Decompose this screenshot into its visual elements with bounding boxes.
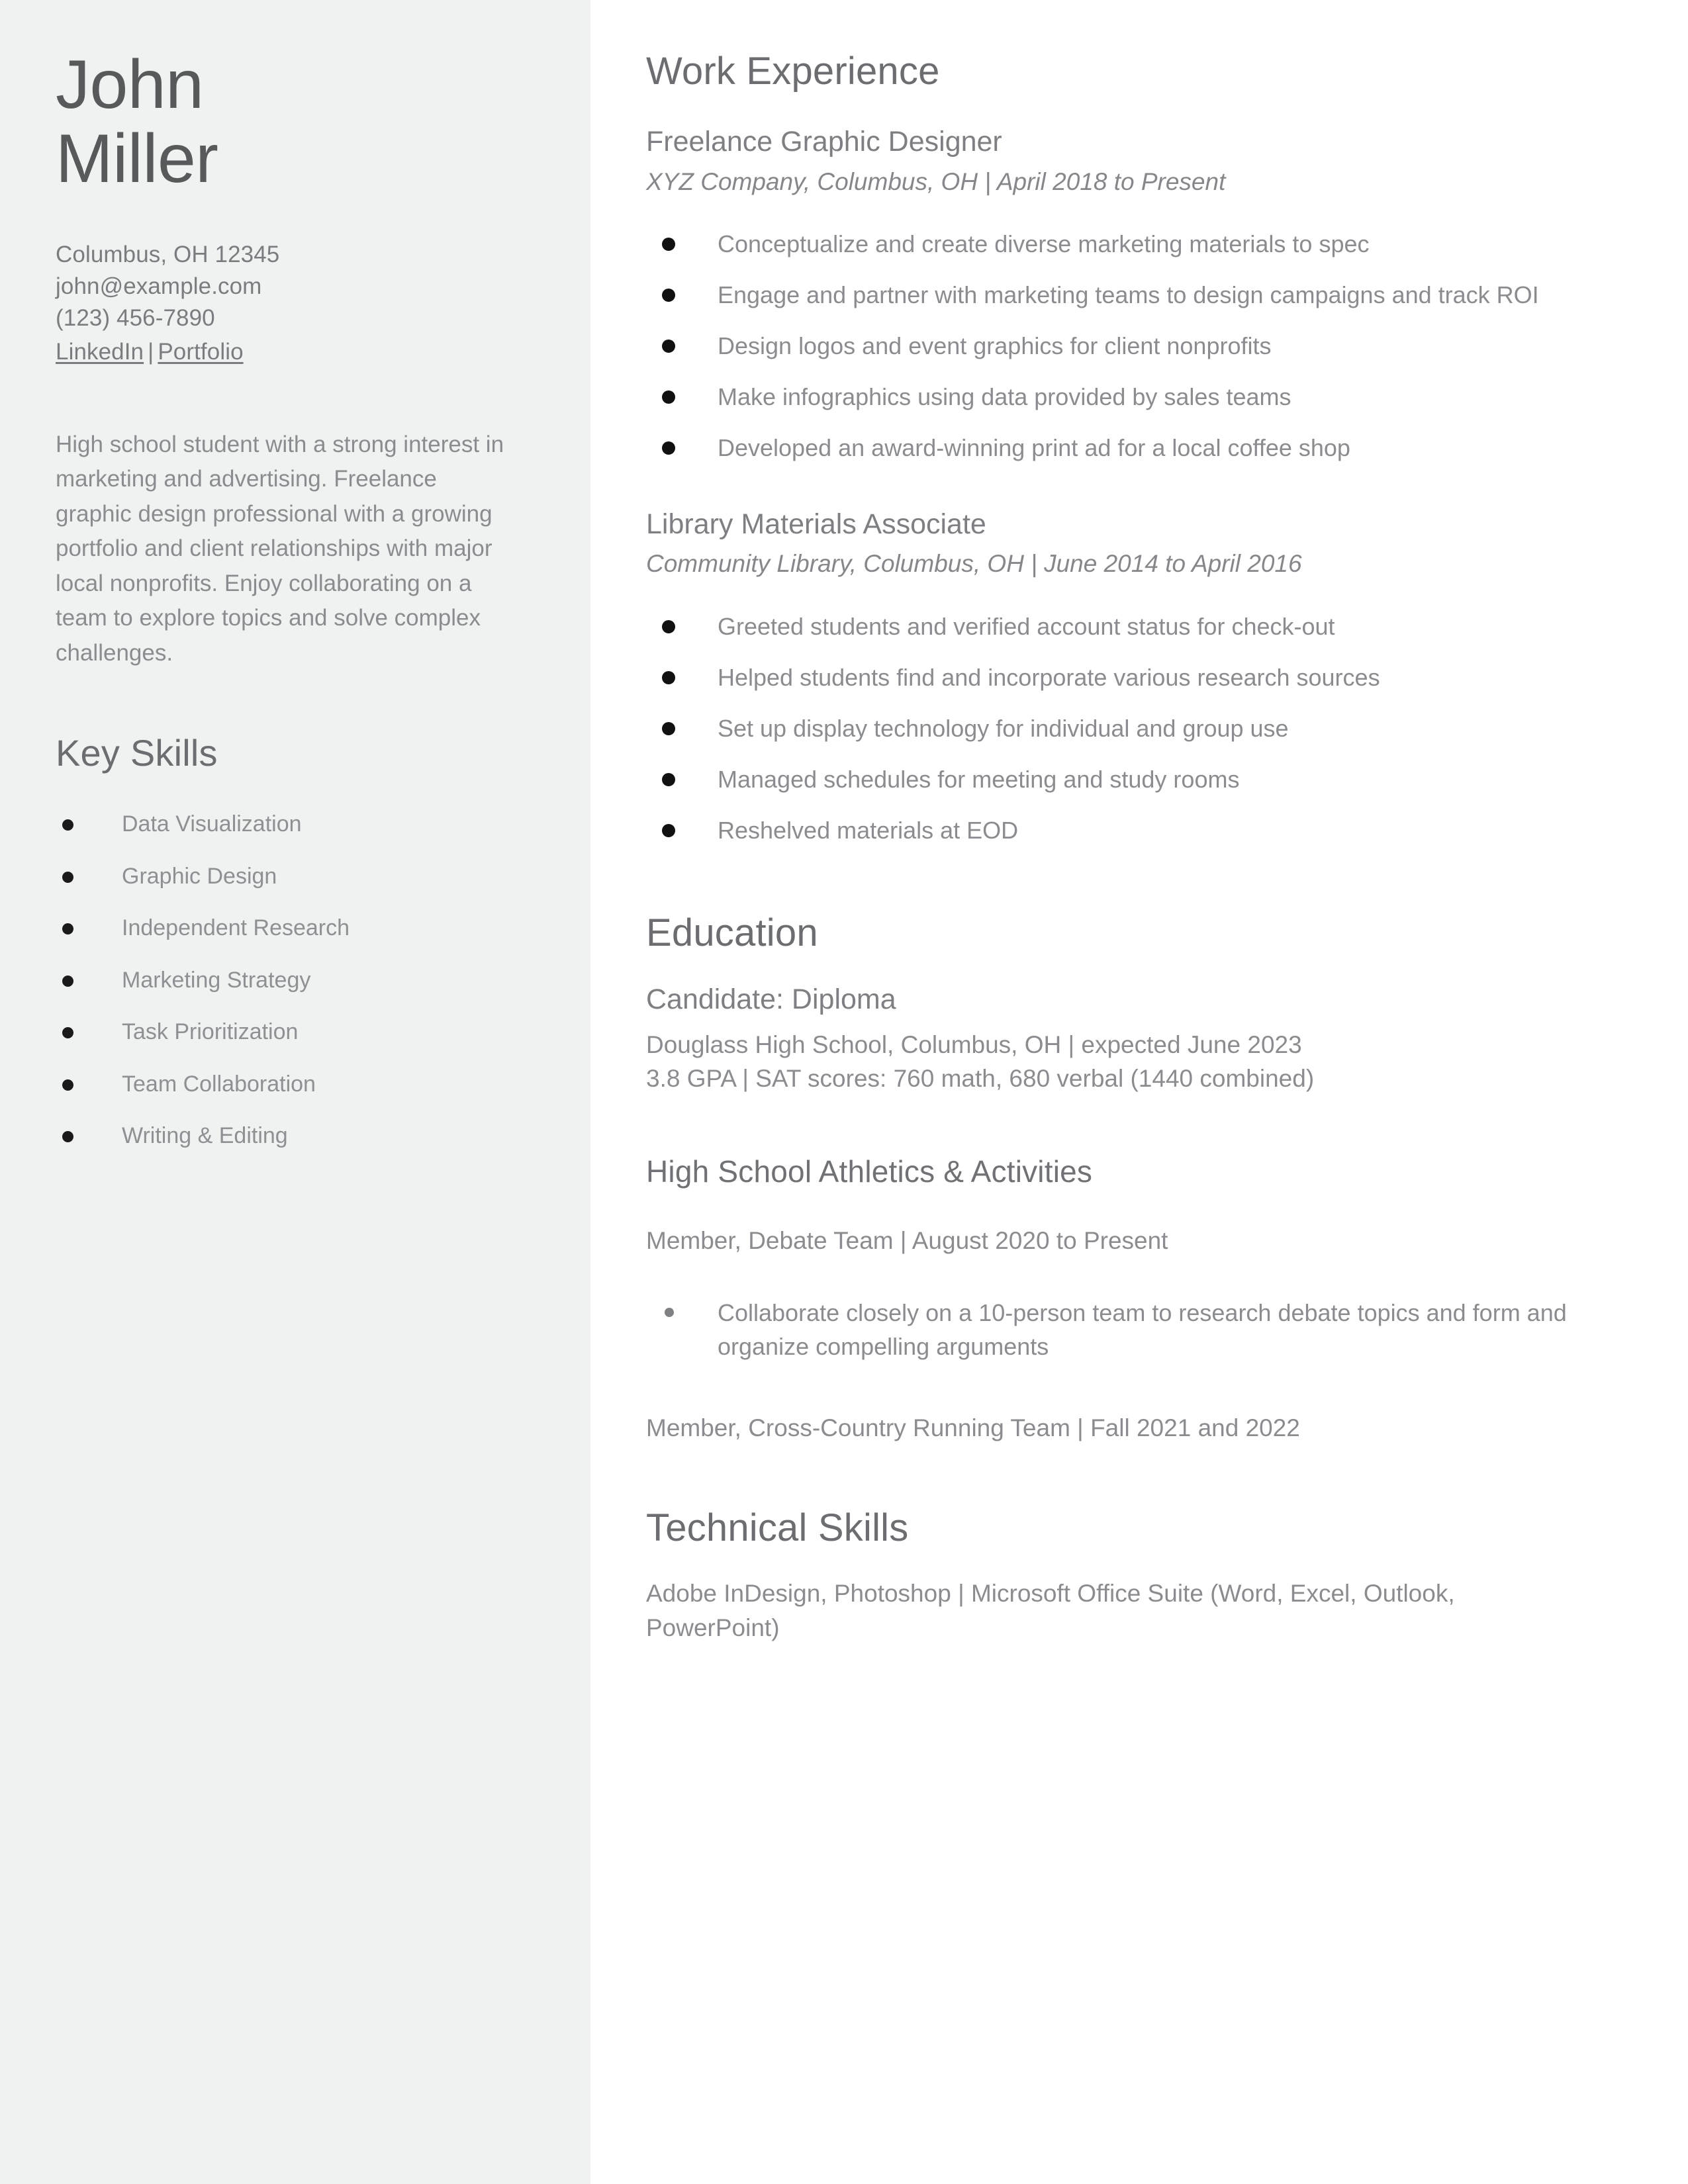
candidate-name xyxy=(56,48,544,197)
duty-text: Set up display technology for individual and group use xyxy=(718,714,1289,742)
job-title: Freelance Graphic Designer xyxy=(646,126,1002,158)
key-skills-list xyxy=(56,810,544,1150)
bullet-icon xyxy=(662,620,675,633)
job-entry xyxy=(646,506,1602,580)
education-credential: Candidate: Diploma xyxy=(646,983,896,1016)
key-skills-heading: Key Skills xyxy=(56,732,218,774)
link-separator: | xyxy=(148,338,154,365)
duty-text: Design logos and event graphics for client nonprofits xyxy=(718,332,1272,360)
list-item xyxy=(56,862,544,891)
technical-skills-body: Adobe InDesign, Photoshop | Microsoft Office Suite (Word, Excel, Outlook, PowerPoint) xyxy=(646,1580,1455,1642)
key-skill-label: Task Prioritization xyxy=(122,1019,299,1045)
activity-entry: Member, Cross-Country Running Team | Fall 2021 and 2022 xyxy=(646,1414,1300,1442)
key-skill-label: Writing & Editing xyxy=(122,1123,288,1149)
key-skill-label: Data Visualization xyxy=(122,811,302,837)
list-item xyxy=(56,1018,544,1046)
job-meta: Community Library, Columbus, OH | June 2014 to April 2016 xyxy=(646,550,1302,578)
key-skill-label: Team Collaboration xyxy=(122,1071,316,1097)
activity-spacer xyxy=(646,1363,1602,1411)
linkedin-link[interactable]: LinkedIn xyxy=(56,338,144,365)
resume-main xyxy=(590,0,1688,2184)
activity-duties-list xyxy=(646,1296,1602,1363)
list-item xyxy=(646,227,1602,261)
education-heading: Education xyxy=(646,911,818,955)
contact-location: Columbus, OH 12345 xyxy=(56,241,280,267)
job-title: Library Materials Associate xyxy=(646,508,986,540)
bullet-icon xyxy=(662,671,675,684)
work-experience-heading: Work Experience xyxy=(646,50,940,93)
list-item xyxy=(646,762,1602,796)
bullet-icon xyxy=(662,340,675,353)
bullet-icon xyxy=(665,1308,674,1317)
contact-email[interactable]: john@example.com xyxy=(56,273,262,299)
list-item xyxy=(646,1296,1602,1363)
duty-text: Reshelved materials at EOD xyxy=(718,816,1019,844)
list-item xyxy=(646,431,1602,465)
list-item xyxy=(646,711,1602,745)
list-item xyxy=(56,966,544,995)
job-entry xyxy=(646,124,1602,198)
bullet-icon xyxy=(62,976,73,987)
contact-phone: (123) 456-7890 xyxy=(56,305,215,332)
duty-text: Conceptualize and create diverse marketing materials to spec xyxy=(718,230,1370,257)
bullet-icon xyxy=(662,289,675,302)
contact-links xyxy=(56,336,544,368)
job-meta: XYZ Company, Columbus, OH | April 2018 to Present xyxy=(646,167,1226,195)
activity-entry: Member, Debate Team | August 2020 to Present xyxy=(646,1227,1168,1255)
candidate-first-name: John xyxy=(56,46,204,123)
contact-block xyxy=(56,239,544,368)
portfolio-link[interactable]: Portfolio xyxy=(158,338,244,365)
bullet-icon xyxy=(62,1079,73,1091)
bullet-icon xyxy=(662,824,675,837)
list-item xyxy=(646,329,1602,363)
job-duties-list xyxy=(646,227,1602,465)
resume-sidebar xyxy=(0,0,590,2184)
bullet-icon xyxy=(62,872,73,883)
list-item xyxy=(646,610,1602,643)
bullet-icon xyxy=(62,923,73,934)
duty-text: Greeted students and verified account status for check-out xyxy=(718,612,1335,640)
list-item xyxy=(646,278,1602,312)
duty-text: Engage and partner with marketing teams to design campaigns and track ROI xyxy=(718,281,1539,309)
key-skill-label: Marketing Strategy xyxy=(122,967,311,993)
duty-text: Make infographics using data provided by sales teams xyxy=(718,383,1291,411)
bullet-icon xyxy=(662,441,675,455)
bullet-icon xyxy=(662,238,675,251)
duty-text: Developed an award-winning print ad for a local coffee shop xyxy=(718,434,1350,462)
candidate-last-name: Miller xyxy=(56,120,218,198)
duty-text: Helped students find and incorporate various research sources xyxy=(718,663,1380,691)
list-item xyxy=(56,1122,544,1150)
bullet-icon xyxy=(62,1131,73,1142)
activities-heading: High School Athletics & Activities xyxy=(646,1154,1093,1189)
bullet-icon xyxy=(662,773,675,786)
list-item xyxy=(646,380,1602,414)
bullet-icon xyxy=(662,390,675,404)
list-item xyxy=(56,1070,544,1099)
bullet-icon xyxy=(662,722,675,735)
education-school: Douglass High School, Columbus, OH | expected June 2023 xyxy=(646,1030,1302,1058)
bullet-icon xyxy=(62,819,73,831)
key-skill-label: Graphic Design xyxy=(122,863,277,889)
list-item xyxy=(56,810,544,839)
education-scores: 3.8 GPA | SAT scores: 760 math, 680 verbal (1440 combined) xyxy=(646,1065,1315,1092)
key-skill-label: Independent Research xyxy=(122,915,350,941)
duty-text: Managed schedules for meeting and study rooms xyxy=(718,765,1240,793)
job-duties-list xyxy=(646,610,1602,848)
bullet-icon xyxy=(62,1027,73,1038)
duty-text: Collaborate closely on a 10-person team to research debate topics and form and organize compelling arguments xyxy=(718,1299,1567,1361)
list-item xyxy=(646,660,1602,694)
list-item xyxy=(646,813,1602,847)
technical-skills-heading: Technical Skills xyxy=(646,1506,909,1550)
list-item xyxy=(56,914,544,942)
professional-summary: High school student with a strong interest in marketing and advertising. Freelance graphic design professional with a growing portfolio and client relationships with major local nonprofits. Enjoy collaborating on a team to explore topics and solve complex challenges. xyxy=(56,431,504,666)
